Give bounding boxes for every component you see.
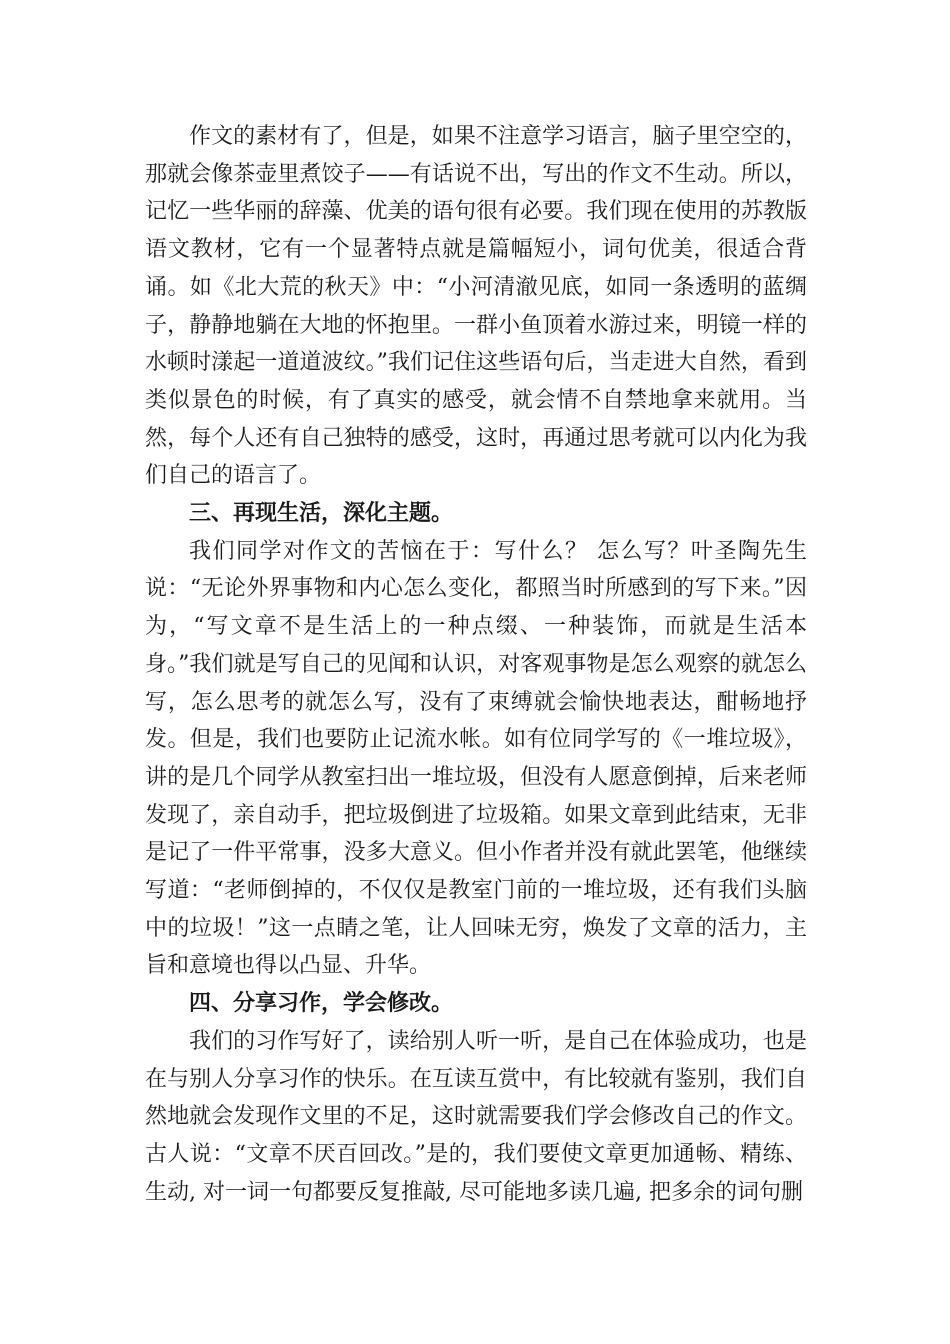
section-heading-3: 三、再现生活，深化主题。 (189, 501, 454, 527)
paragraph-share-revise: 我们的习作写好了，读给别人听一听，是自己在体验成功，也是在与别人分享习作的快乐。在互读互赏中，有比较就有鉴别，我们自然地就会发现作文里的不足，这时就需要我们学会修改自己的作文。古人说：“文章不厌百回改。”是的，我们要使文章更加通畅、精练、生动, 对一词一句都要反复推敲, 尽可能地多读几遍, 把多余的词句删 (145, 1028, 807, 1205)
paragraph-reproduce-life: 我们同学对作文的苦恼在于：写什么？ 怎么写？叶圣陶先生说：“无论外界事物和内心怎么变化，都照当时所感到的写下来。”因为，“写文章不是生活上的一种点缀、一种装饰，而就是生活本身。”我们就是写自己的见闻和认识，对客观事物是怎么观察的就怎么写，怎么思考的就怎么写，没有了束缚就会愉快地表达，酣畅地抒发。但是，我们也要防止记流水帐。如有位同学写的《一堆垃圾》，讲的是几个同学从教室扫出一堆垃圾，但没有人愿意倒掉，后来老师发现了，亲自动手，把垃圾倒进了垃圾箱。如果文章到此结束，无非是记了一件平常事，没多大意义。但小作者并没有就此罢笔，他继续写道：“老师倒掉的，不仅仅是教室门前的一堆垃圾，还有我们头脑中的垃圾！”这一点睛之笔，让人回味无穷，焕发了文章的活力，主旨和意境也得以凸显、升华。 (145, 538, 807, 979)
document-body (145, 118, 807, 1211)
paragraph-language-learning: 作文的素材有了，但是，如果不注意学习语言，脑子里空空的，那就会像茶壶里煮饺子——有话说不出，写出的作文不生动。所以，记忆一些华丽的辞藻、优美的语句很有必要。我们现在使用的苏教版语文教材，它有一个显著特点就是篇幅短小，词句优美，很适合背诵。如《北大荒的秋天》中：“小河清澈见底，如同一条透明的蓝绸子，静静地躺在大地的怀抱里。一群小鱼顶着水游过来，明镜一样的水顿时漾起一道道波纹。”我们记住这些语句后，当走进大自然，看到类似景色的时候，有了真实的感受，就会情不自禁地拿来就用。当然，每个人还有自己独特的感受，这时，再通过思考就可以内化为我们自己的语言了。 (145, 124, 807, 489)
section-heading-4: 四、分享习作，学会修改。 (189, 991, 454, 1017)
